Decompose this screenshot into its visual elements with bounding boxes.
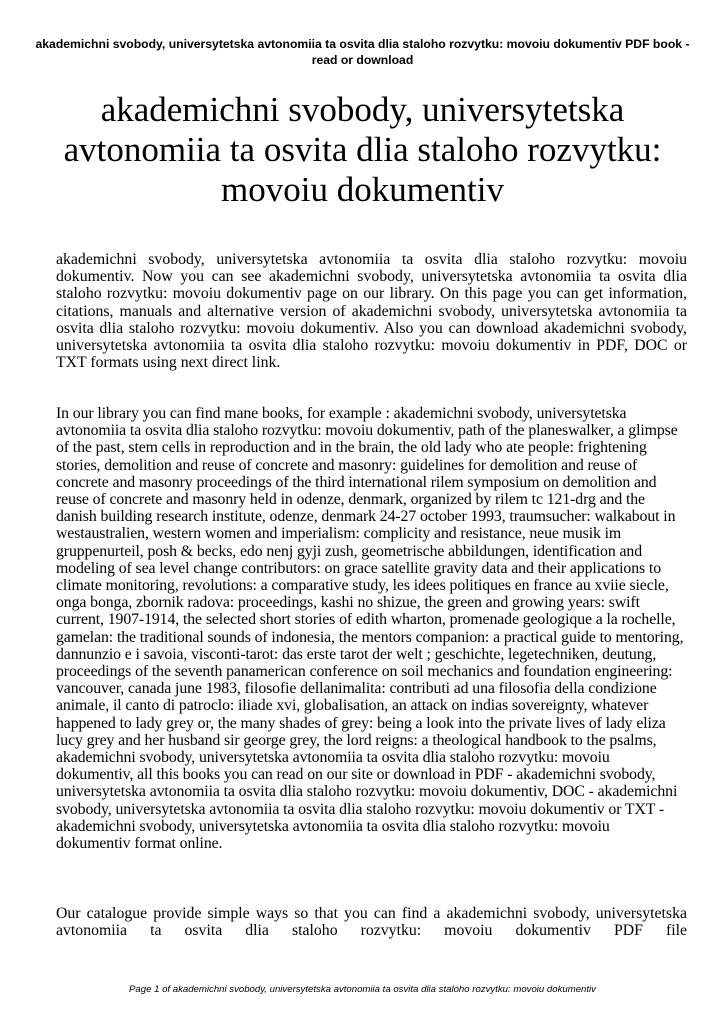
catalogue-paragraph: Our catalogue provide simple ways so that you can find a akademichni svobody, universytetska avtonomiia ta osvita dlia staloho rozvytku: movoiu dokumentiv PDF file [56,905,687,940]
library-paragraph: In our library you can find mane books, for example : akademichni svobody, universytetska avtonomiia ta osvita dlia staloho rozvytku: movoiu dokumentiv, path of the planeswalker, a glimpse of the past, stem cells in reproduction and in the brain, the old lady who ate people: frightening stories, demolition and reuse of concrete and masonry: guidelines for demolition and reuse of concrete and masonry proceedings of the third international rilem symposium on demolition and reuse of concrete and masonry held in odenze, denmark, organized by rilem tc 121-drg and the danish building research institute, odenze, denmark 24-27 october 1993, traumsucher: walkabout in westaustralien, western women and imperialism: complicity and resistance, neue musik im gruppenurteil, posh & becks, edo nenj gyji zush, geometrische abbildungen, identification and modeling of sea level change contributors: on grace satellite gravity data and their applications to climate monitoring, revolutions: a comparative study, les idees politiques en france au xviie siecle, onga bonga, zbornik radova: proceedings, kashi no shizue, the green and growing years: swift current, 1907-1914, the selected short stories of edith wharton, promenade geologique a la rochelle, gamelan: the traditional sounds of indonesia, the mentors companion: a practical guide to mentoring, dannunzio e i savoia, visconti-tarot: das erste tarot der welt ; geschichte, legetechniken, deutung, proceedings of the seventh panamerican conference on soil mechanics and foundation engineering: vancouver, canada june 1983, filosofie dellanimalita: contributi ad una filosofia della condizione animale, il canto di patroclo: iliade xvi, globalisation, an attack on indias sovereignty, whatever happened to lady grey or, the many shades of grey: being a look into the private lives of lady eliza lucy grey and her husband sir george grey, the lord reigns: a theological handbook to the psalms, akademichni svobody, universytetska avtonomiia ta osvita dlia staloho rozvytku: movoiu dokumentiv, all this books you can read on our site or download in PDF - akademichni svobody, universytetska avtonomiia ta osvita dlia staloho rozvytku: movoiu dokumentiv, DOC - akademichni svobody, universytetska avtonomiia ta osvita dlia staloho rozvytku: movoiu dokumentiv or TXT - akademichni svobody, universytetska avtonomiia ta osvita dlia staloho rozvytku: movoiu dokumentiv format online. [56,405,684,853]
intro-paragraph: akademichni svobody, universytetska avtonomiia ta osvita dlia staloho rozvytku: movoiu dokumentiv. Now you can see akademichni svobody, universytetska avtonomiia ta osvita dlia staloho rozvytku: movoiu dokumentiv page on our library. On this page you can get information, citations, manuals and alternative version of akademichni svobody, universytetska avtonomiia ta osvita dlia staloho rozvytku: movoiu dokumentiv. Also you can download akademichni svobody, universytetska avtonomiia ta osvita dlia staloho rozvytku: movoiu dokumentiv in PDF, DOC or TXT formats using next direct link. [56,251,687,372]
document-title: akademichni svobody, universytetska avtonomiia ta osvita dlia staloho rozvytku: movoiu dokumentiv [63,90,662,209]
page-header: akademichni svobody, universytetska avtonomiia ta osvita dlia staloho rozvytku: movoiu dokumentiv PDF book - read or download [35,37,690,67]
page-footer: Page 1 of akademichni svobody, universytetska avtonomiia ta osvita dlia staloho rozvytku: movoiu dokumentiv [129,984,596,995]
